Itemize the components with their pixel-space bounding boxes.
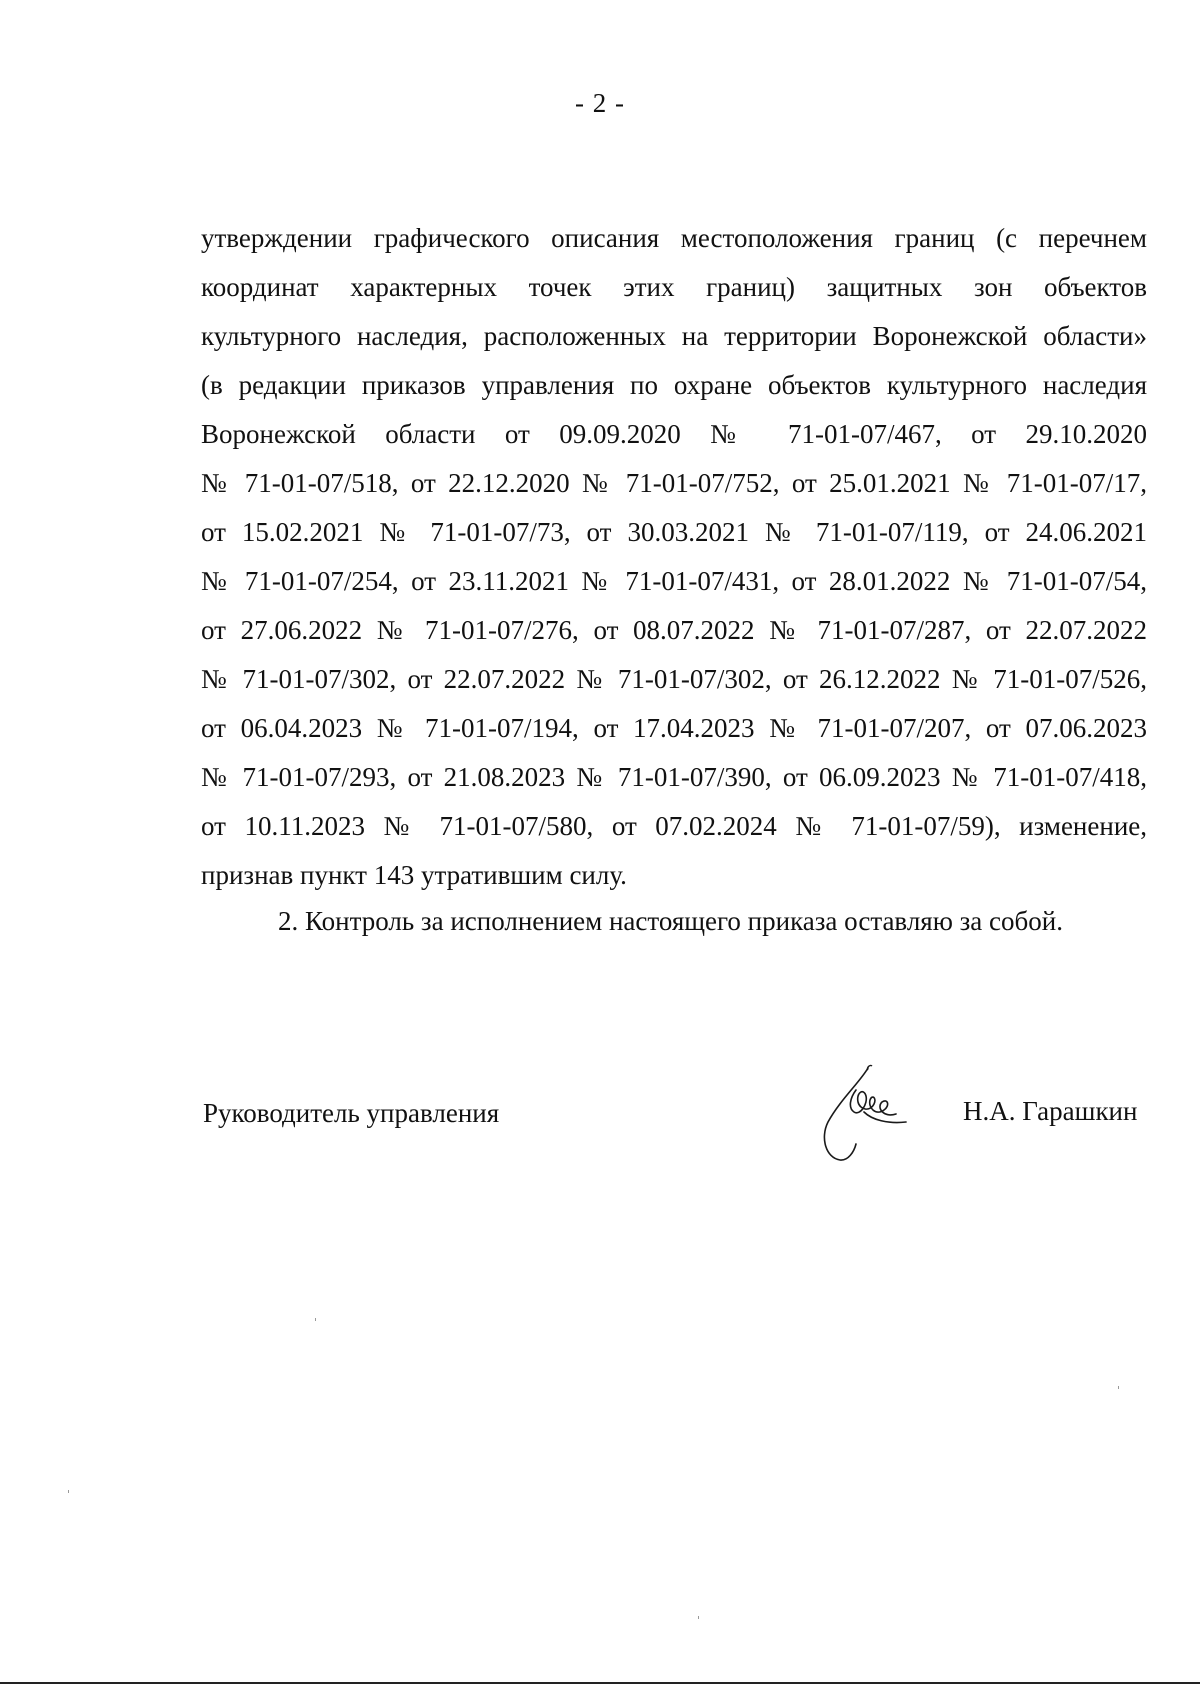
- signer-title: Руководитель управления: [203, 1098, 500, 1128]
- scan-speck: [1118, 1386, 1119, 1389]
- body-line: от 10.11.2023 № 71-01-07/580, от 07.02.2024 № 71-01-07/59), изменение,: [201, 811, 1147, 841]
- handwritten-signature: [810, 1060, 920, 1165]
- scan-speck: [68, 1490, 69, 1493]
- body-line: (в редакции приказов управления по охране объектов культурного наследия: [201, 370, 1147, 400]
- body-line: от 27.06.2022 № 71-01-07/276, от 08.07.2022 № 71-01-07/287, от 22.07.2022: [201, 615, 1147, 645]
- body-line: культурного наследия, расположенных на территории Воронежской области»: [201, 321, 1147, 351]
- item-2-paragraph: 2. Контроль за исполнением настоящего приказа оставляю за собой.: [278, 906, 1063, 936]
- body-line: № 71-01-07/302, от 22.07.2022 № 71-01-07/302, от 26.12.2022 № 71-01-07/526,: [201, 664, 1147, 694]
- body-line: № 71-01-07/518, от 22.12.2020 № 71-01-07/752, от 25.01.2021 № 71-01-07/17,: [201, 468, 1147, 498]
- body-line: Воронежской области от 09.09.2020 № 71-01-07/467, от 29.10.2020: [201, 419, 1147, 449]
- body-line: координат характерных точек этих границ) защитных зон объектов: [201, 272, 1147, 302]
- body-line: от 06.04.2023 № 71-01-07/194, от 17.04.2023 № 71-01-07/207, от 07.06.2023: [201, 713, 1147, 743]
- body-line: № 71-01-07/254, от 23.11.2021 № 71-01-07/431, от 28.01.2022 № 71-01-07/54,: [201, 566, 1147, 596]
- body-line: от 15.02.2021 № 71-01-07/73, от 30.03.2021 № 71-01-07/119, от 24.06.2021: [201, 517, 1147, 547]
- body-line: утверждении графического описания местоположения границ (с перечнем: [201, 223, 1147, 253]
- scan-speck: [315, 1318, 316, 1321]
- body-line: № 71-01-07/293, от 21.08.2023 № 71-01-07/390, от 06.09.2023 № 71-01-07/418,: [201, 762, 1147, 792]
- body-paragraph: [201, 214, 1147, 900]
- body-line: признав пункт 143 утратившим силу.: [201, 860, 627, 890]
- signer-name: Н.А. Гарашкин: [963, 1096, 1138, 1126]
- bottom-edge-line: [0, 1682, 1200, 1684]
- page-number: - 2 -: [575, 88, 625, 118]
- scan-speck: [698, 1616, 699, 1619]
